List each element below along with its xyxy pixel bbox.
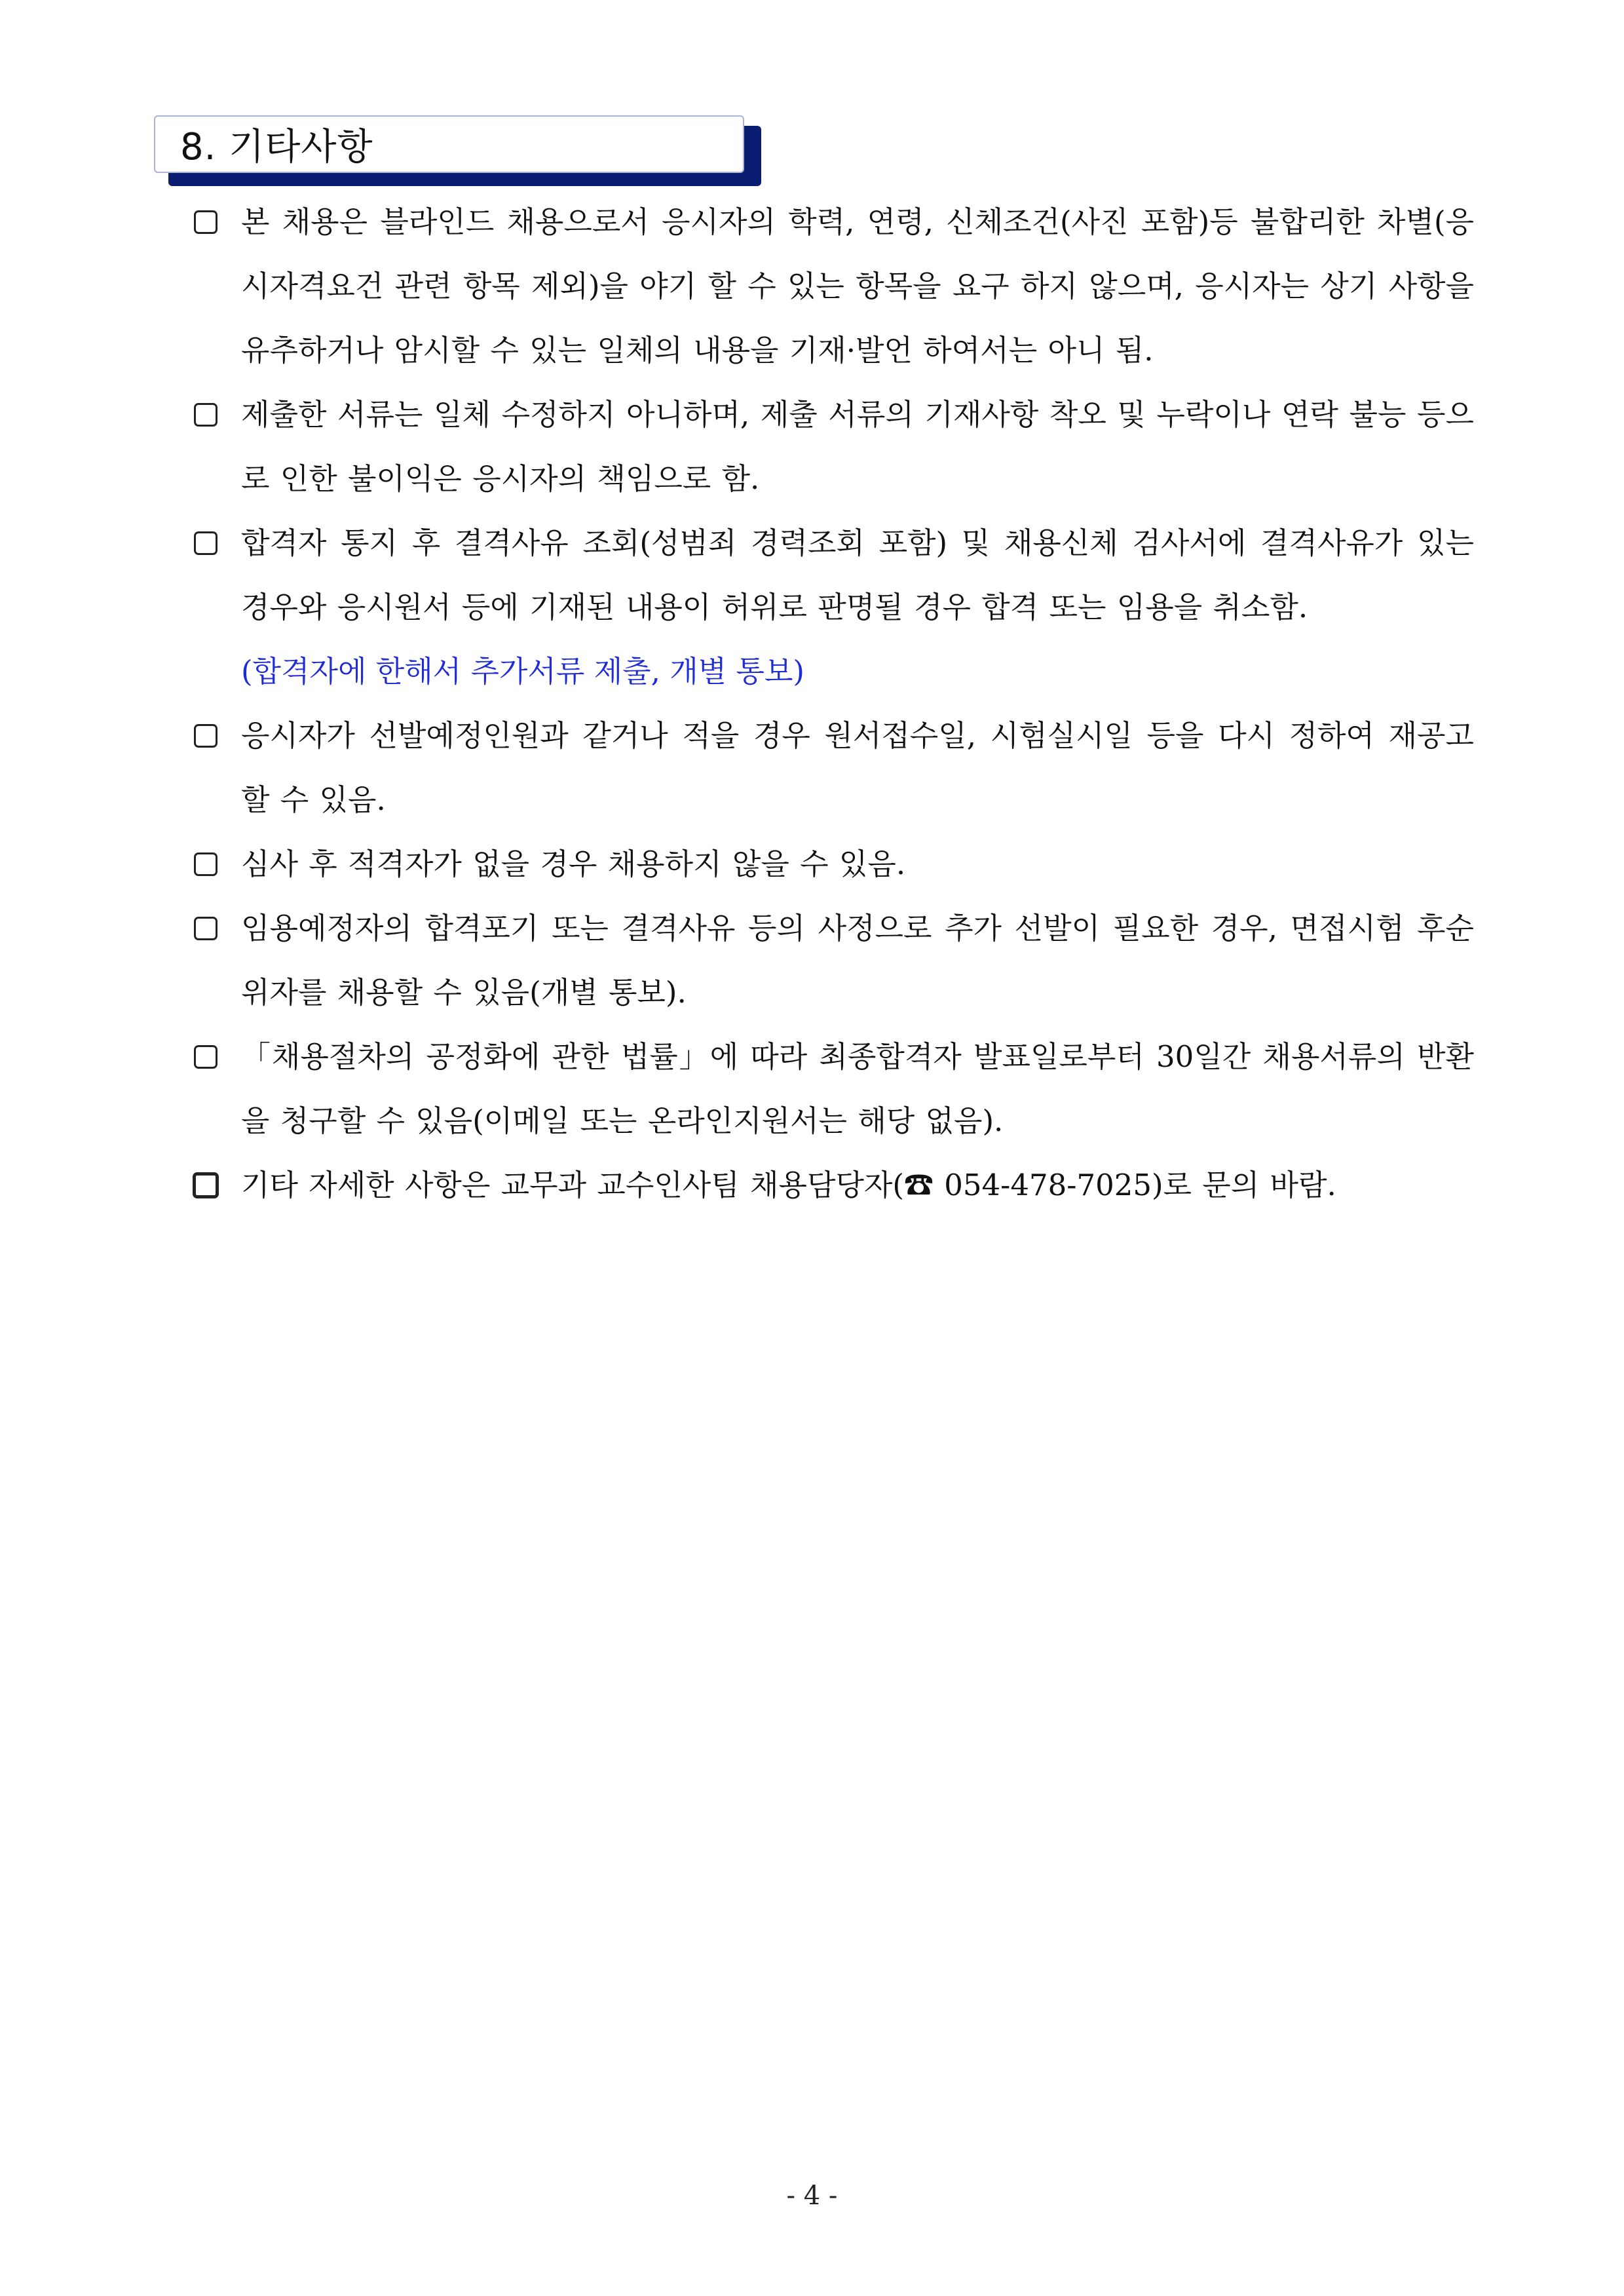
checkbox-icon [194,852,217,876]
notice-list [190,190,1474,1217]
checkbox-icon [194,1045,217,1069]
checkbox-icon [194,403,217,427]
section-title: 8. 기타사항 [180,126,373,168]
list-item [190,1025,1474,1153]
list-item [190,383,1474,511]
list-item [190,832,1474,896]
list-item [190,896,1474,1025]
list-item [190,704,1474,832]
list-item [190,1153,1474,1217]
additional-documents-note: (합격자에 한해서 추가서류 제출, 개별 통보) [241,654,804,689]
list-item-text: 응시자가 선발예정인원과 같거나 적을 경우 원서접수일, 시험실시일 등을 다시 정하여 재공고 할 수 있음. [241,718,1474,817]
section-header [154,115,747,176]
list-item [190,190,1474,383]
checkbox-icon [194,531,217,555]
list-item-text: 합격자 통지 후 결격사유 조회(성범죄 경력조회 포함) 및 채용신체 검사서에 결격사유가 있는 경우와 응시원서 등에 기재된 내용이 허위로 판명될 경우 합격 또는 임용을 취소함. [241,526,1474,624]
checkbox-icon [194,917,217,940]
list-item [190,511,1474,640]
checkbox-icon [194,724,217,748]
list-item-text: 기타 자세한 사항은 교무과 교수인사팀 채용담당자(☎ 054-478-7025)로 문의 바람. [241,1168,1336,1202]
page-number: - 4 - [786,2181,838,2211]
list-item-text: 제출한 서류는 일체 수정하지 아니하며, 제출 서류의 기재사항 착오 및 누락이나 연락 불능 등으로 인한 불이익은 응시자의 책임으로 함. [241,397,1474,496]
checkbox-icon [194,210,217,234]
section-header-box [154,115,744,173]
list-item-text: 심사 후 적격자가 없을 경우 채용하지 않을 수 있음. [241,847,906,881]
list-item-text: 임용예정자의 합격포기 또는 결격사유 등의 사정으로 추가 선발이 필요한 경우, 면접시험 후순위자를 채용할 수 있음(개별 통보). [241,911,1474,1010]
list-item-text: 본 채용은 블라인드 채용으로서 응시자의 학력, 연령, 신체조건(사진 포함)등 불합리한 차별(응시자격요건 관련 항목 제외)을 야기 할 수 있는 항목을 요구 하지 않으며, 응시자는 상기 사항을 유추하거나 암시할 수 있는 일체의 내용을 기재·발언 하여서는 아니 됨. [241,204,1474,368]
list-item-text: 「채용절차의 공정화에 관한 법률」에 따라 최종합격자 발표일로부터 30일간 채용서류의 반환을 청구할 수 있음(이메일 또는 온라인지원서는 해당 없음). [241,1039,1474,1138]
checkbox-icon [193,1172,219,1198]
